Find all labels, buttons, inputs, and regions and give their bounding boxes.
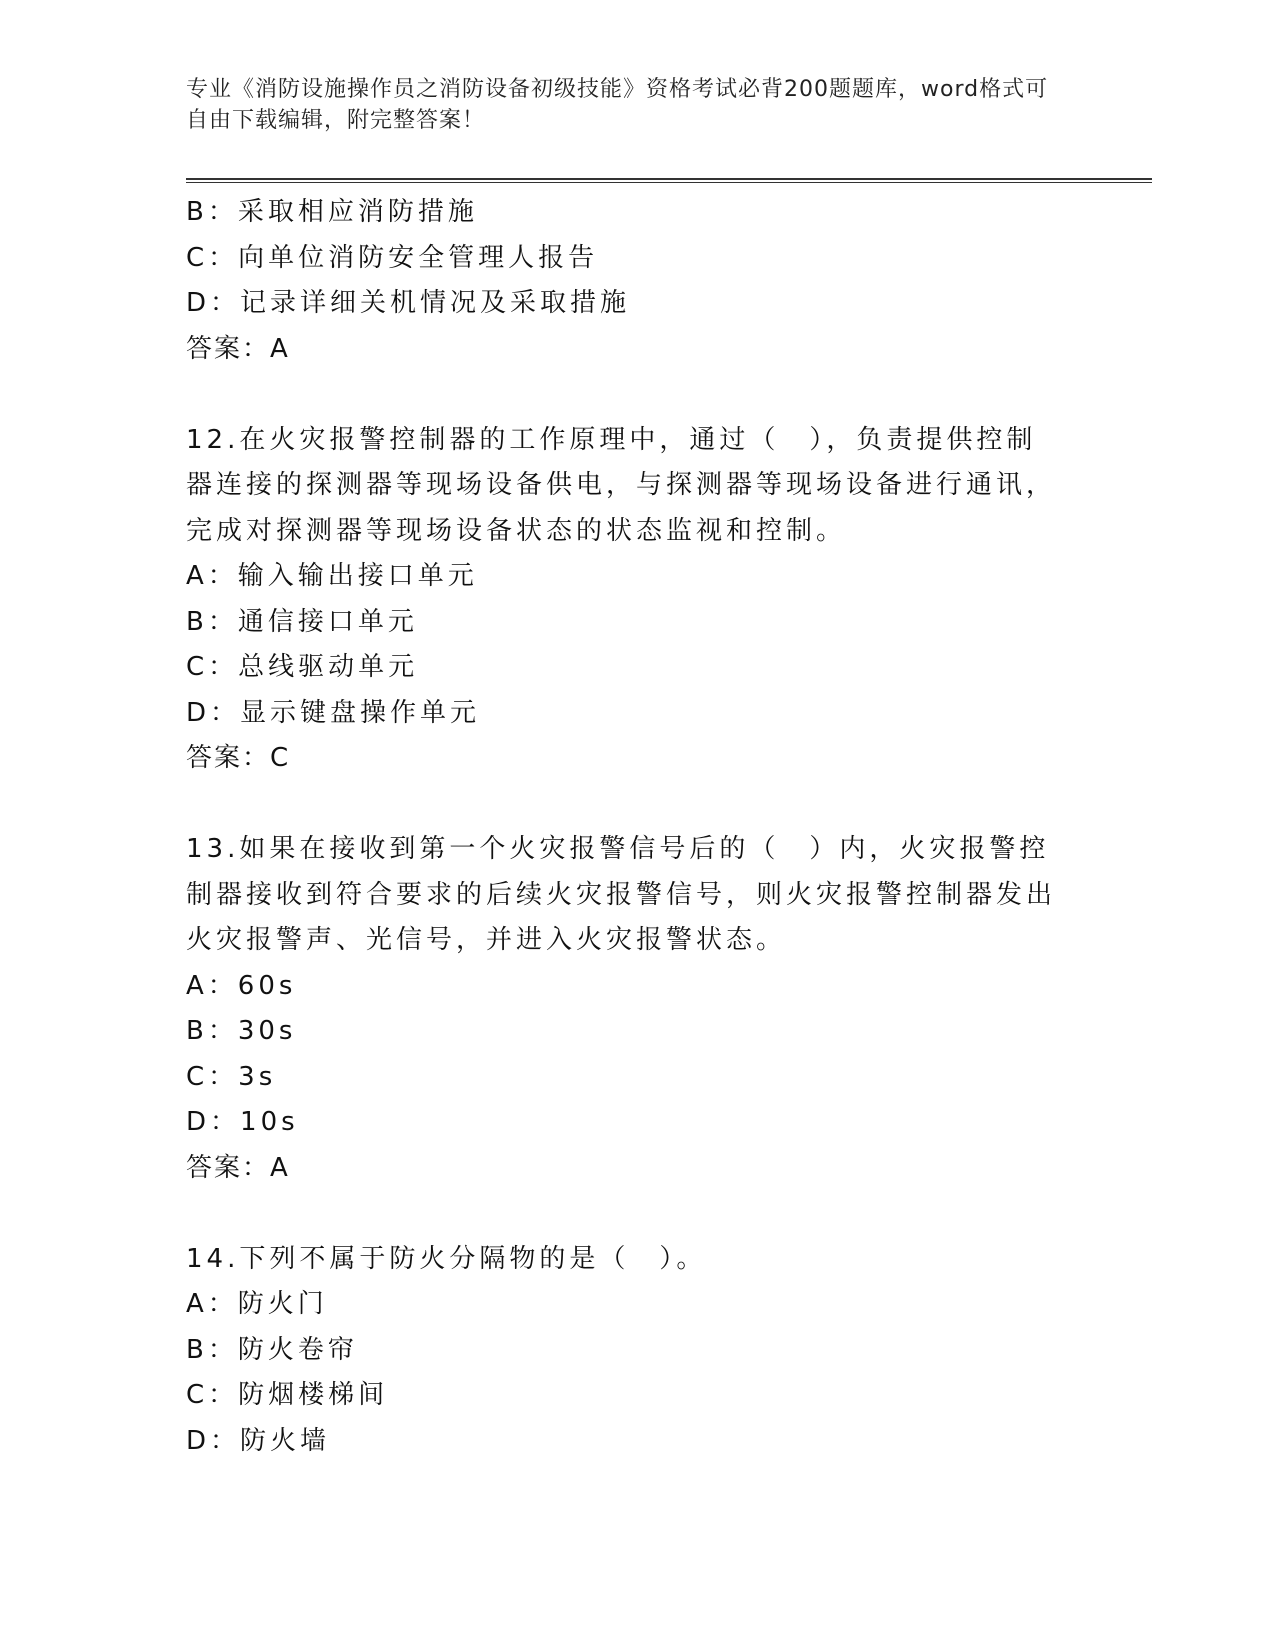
option-a: A：输入输出接口单元: [186, 561, 478, 591]
option-c: C：向单位消防安全管理人报告: [186, 242, 599, 273]
spacer: [186, 1191, 1086, 1237]
option-c: C：3s: [186, 1061, 277, 1092]
option-c: C：总线驱动单元: [186, 652, 419, 682]
option-d: D：10s: [186, 1107, 299, 1137]
header-divider-thick: [186, 178, 1152, 180]
option-b: B：通信接口单元: [186, 606, 418, 637]
option-b: B：防火卷帘: [186, 1334, 358, 1365]
header-divider-thin: [186, 182, 1152, 183]
option-b: B：30s: [186, 1016, 297, 1046]
option-b: B：采取相应消防措施: [186, 197, 478, 227]
spacer: [186, 372, 1086, 418]
option-a: A：防火门: [186, 1289, 328, 1319]
question-11-partial: [186, 190, 1086, 372]
question-14: [186, 1237, 1086, 1465]
question-12: [186, 418, 1086, 782]
option-d: D：防火墙: [186, 1425, 331, 1456]
question-13: [186, 827, 1086, 1191]
answer: 答案：A: [186, 1152, 290, 1183]
option-a: A：60s: [186, 970, 297, 1001]
answer: 答案：C: [186, 743, 291, 773]
question-list: [186, 190, 1086, 1464]
document-header: [186, 74, 1066, 136]
option-d: D：显示键盘操作单元: [186, 697, 481, 728]
question-stem: 14.下列不属于防火分隔物的是（ ）。: [186, 1243, 707, 1274]
question-stem: 13.如果在接收到第一个火灾报警信号后的（ ）内，火灾报警控制器接收到符合要求的后续火灾报警信号，则火灾报警控制器发出火灾报警声、光信号，并进入火灾报警状态。: [186, 834, 1057, 955]
question-stem: 12.在火灾报警控制器的工作原理中，通过（ ），负责提供控制器连接的探测器等现场设备供电，与探测器等现场设备进行通讯，完成对探测器等现场设备状态的状态监视和控制。: [186, 424, 1057, 546]
answer: 答案：A: [186, 333, 290, 364]
option-c: C：防烟楼梯间: [186, 1380, 389, 1410]
option-d: D：记录详细关机情况及采取措施: [186, 288, 631, 318]
spacer: [186, 782, 1086, 828]
header-title: 专业《消防设施操作员之消防设备初级技能》资格考试必背200题题库，word格式可自由下载编辑，附完整答案！: [186, 77, 1049, 133]
